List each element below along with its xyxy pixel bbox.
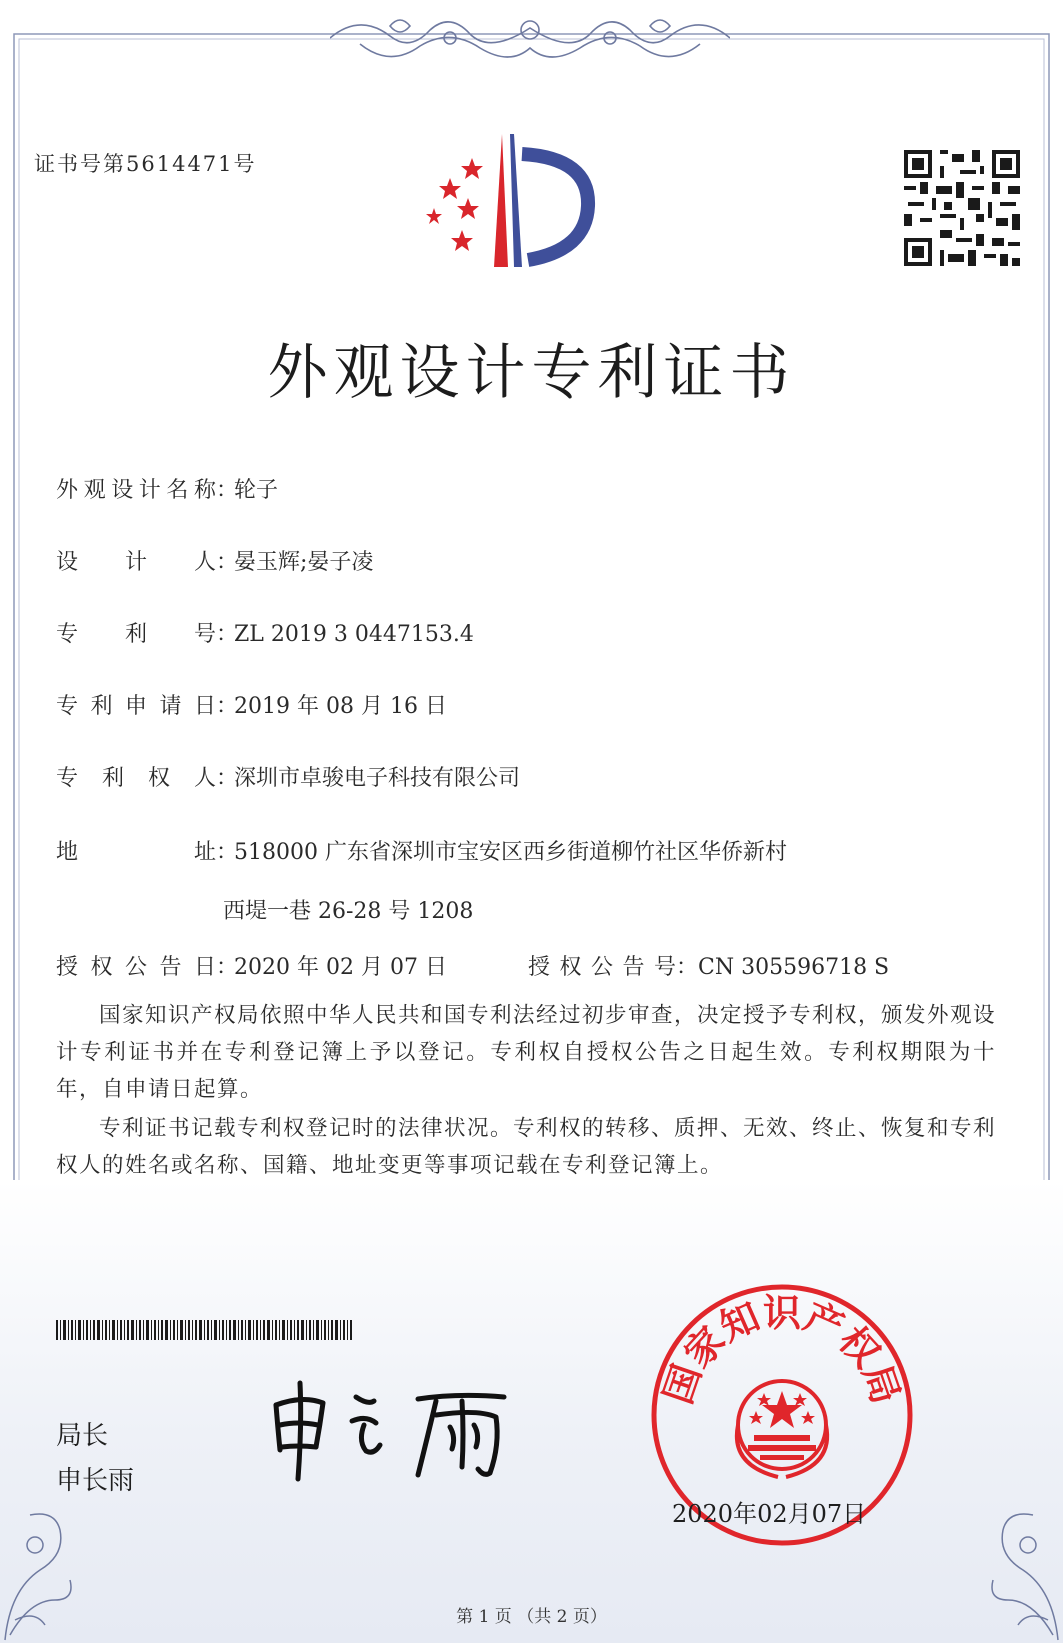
- patent-number-value: ZL 2019 3 0447153.4: [234, 622, 474, 647]
- grant-statement-paragraph: 国家知识产权局依照中华人民共和国专利法经过初步审查，决定授予专利权，颁发外观设计专利证书并在专利登记簿上予以登记。专利权自授权公告之日起生效。专利权期限为十年，自申请日起算。: [56, 1003, 997, 1102]
- address-label: 地址: [56, 840, 216, 865]
- grant-publication-number-value: CN 305596718 S: [698, 955, 890, 980]
- legal-status-paragraph: 专利证书记载专利权登记时的法律状况。专利权的转移、质押、无效、终止、恢复和专利权人的姓名或名称、国籍、地址变更等事项记载在专利登记簿上。: [56, 1116, 997, 1178]
- filing-date-label: 专利申请日: [56, 694, 216, 719]
- filing-date-value: 2019 年 08 月 16 日: [234, 694, 447, 719]
- patentee-field: 专利权人：深圳市卓骏电子科技有限公司: [56, 761, 520, 792]
- qr-code-icon: [904, 150, 1020, 266]
- grant-date-field: 授权公告日：2020 年 02 月 07 日: [56, 950, 447, 981]
- seal-date: 2020年02月07日: [672, 1500, 867, 1528]
- address-line1: 518000 广东省深圳市宝安区西乡街道柳竹社区华侨新村: [234, 840, 787, 865]
- patentee-value: 深圳市卓骏电子科技有限公司: [234, 766, 521, 791]
- address-field: 地址：518000 广东省深圳市宝安区西乡街道柳竹社区华侨新村: [56, 835, 787, 866]
- designer-label: 设计人: [56, 550, 216, 575]
- filing-date-field: 专利申请日：2019 年 08 月 16 日: [56, 689, 447, 720]
- seal-text: 国家知识产权局: [655, 1291, 909, 1410]
- patentee-label: 专利权人: [56, 766, 216, 791]
- address-line2: 西堤一巷 26-28 号 1208: [223, 899, 474, 924]
- director-title: 局长: [56, 1421, 109, 1451]
- patent-number-field: 专利号：ZL 2019 3 0447153.4: [56, 617, 474, 648]
- design-name-label: 外观设计名称: [56, 478, 216, 503]
- director-signature: [268, 1375, 528, 1485]
- design-name-field: 外观设计名称：轮子: [56, 473, 278, 504]
- patent-number-label: 专利号: [56, 622, 216, 647]
- grant-date-label: 授权公告日: [56, 955, 216, 980]
- design-name-value: 轮子: [234, 478, 279, 503]
- certificate-number: 证书号第5614471号: [34, 152, 257, 176]
- grant-publication-number-label: 授权公告号: [528, 955, 676, 980]
- designer-value: 晏玉辉;晏子凌: [234, 550, 374, 575]
- grant-publication-number-field: 授权公告号：CN 305596718 S: [528, 950, 889, 981]
- grant-date-value: 2020 年 02 月 07 日: [234, 955, 447, 980]
- patent-office-emblem-icon: [410, 132, 620, 277]
- page-indicator: 第 1 页 （共 2 页）: [456, 1607, 607, 1627]
- page-title: 外观设计专利证书: [267, 338, 796, 408]
- barcode-icon: [56, 1320, 352, 1340]
- top-ornament-icon: [330, 8, 730, 78]
- designer-field: 设计人：晏玉辉;晏子凌: [56, 545, 373, 576]
- director-name: 申长雨: [56, 1466, 135, 1496]
